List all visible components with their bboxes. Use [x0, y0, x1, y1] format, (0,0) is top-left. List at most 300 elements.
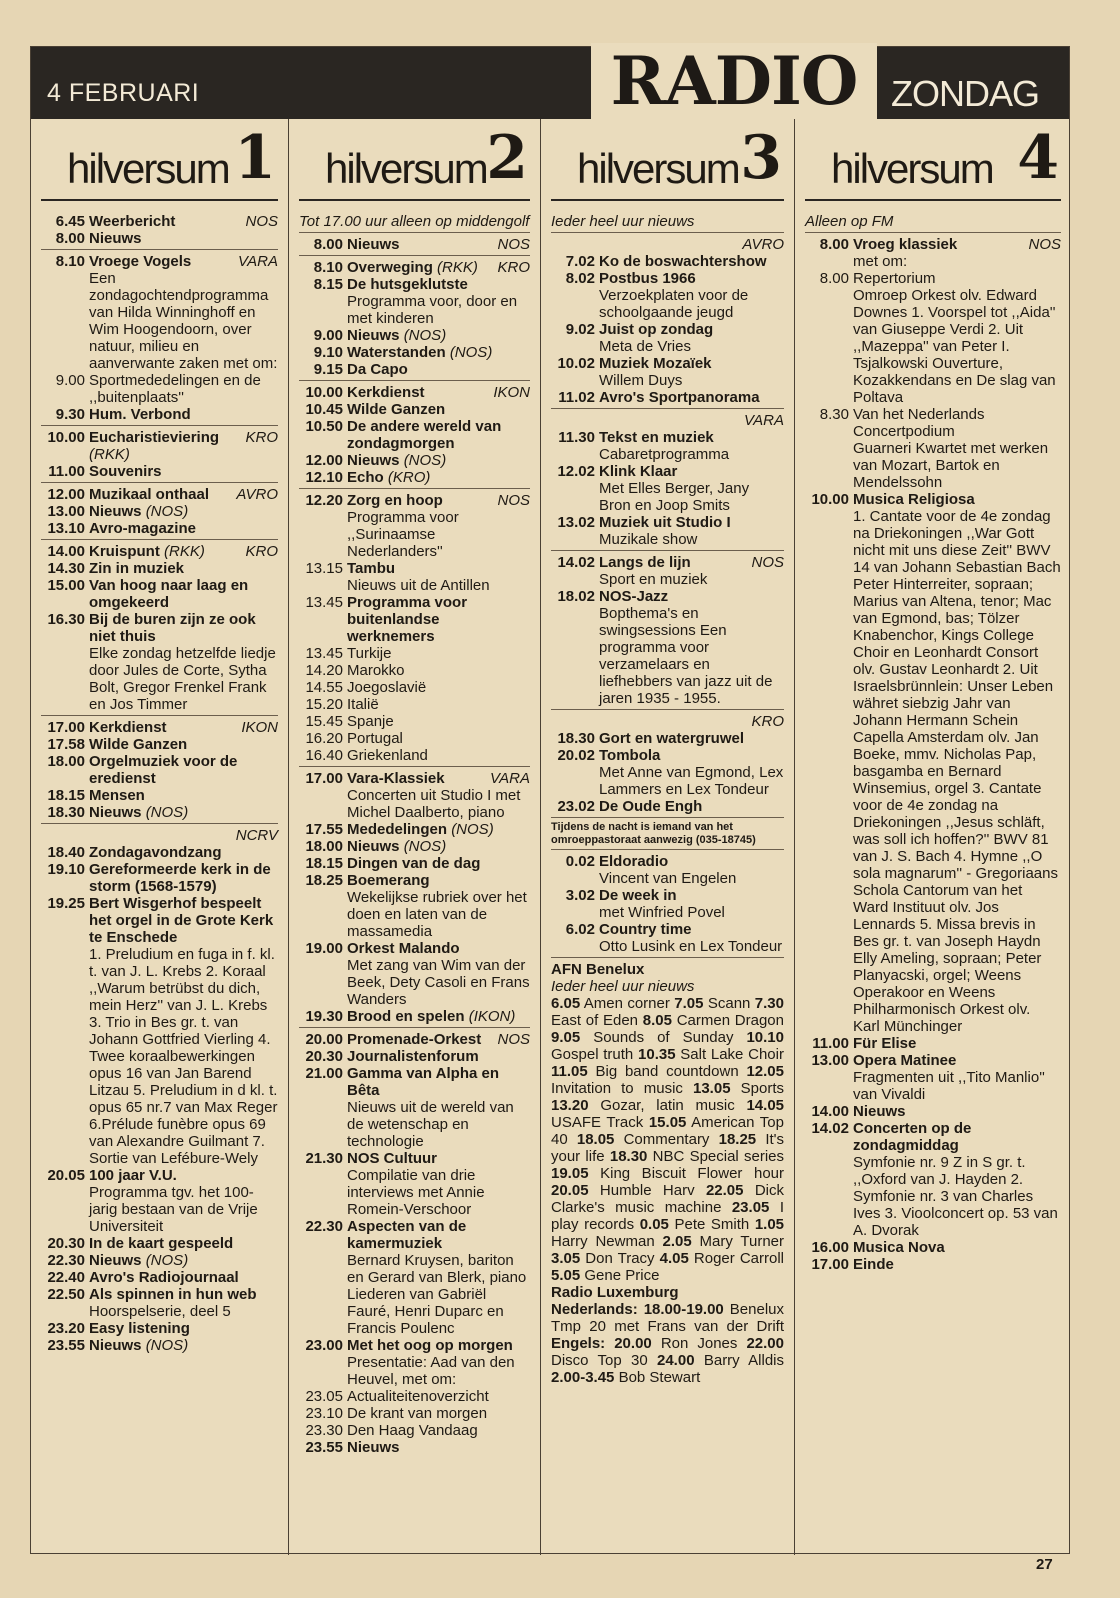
program-time: 17.00 — [811, 1256, 849, 1273]
program-title: De andere wereld van zondagmorgen — [347, 418, 502, 452]
program-body — [347, 1031, 530, 1048]
program-entry — [551, 270, 784, 321]
program-title: Gort en watergruwel — [599, 730, 745, 747]
program-time: 17.58 — [47, 736, 85, 753]
program-title: NOS Cultuur — [347, 1150, 437, 1167]
program-time: 23.00 — [305, 1337, 343, 1354]
program-time: 18.40 — [47, 844, 85, 861]
program-body — [853, 1239, 1061, 1256]
program-description: Bopthema's en swingsessions Een programma voor verzamelaars en liefhebbers van jazz uit de jaren 1935 - 1955. — [599, 605, 773, 707]
page-number: 27 — [1036, 1556, 1053, 1573]
program-title: De hutsgeklutste — [347, 276, 468, 293]
program-time: 23.55 — [47, 1337, 85, 1354]
program-body — [853, 1035, 1061, 1052]
program-title: Wilde Ganzen — [347, 401, 446, 418]
program-title: Programma voor buitenlandse werknemers — [347, 594, 468, 645]
program-entry — [299, 452, 530, 469]
program-title: Nieuws (NOS) — [89, 1252, 189, 1269]
program-entry — [299, 1008, 530, 1025]
program-time: 14.55 — [305, 679, 343, 696]
broadcaster-tag: NOS — [245, 213, 278, 230]
program-body — [347, 384, 530, 401]
program-time: 19.00 — [305, 940, 343, 957]
program-title: NOS Vroeg klassiek — [853, 236, 1061, 253]
afn-show: Amen corner — [583, 995, 670, 1012]
program-entry — [299, 344, 530, 361]
program-block — [551, 213, 784, 233]
afn-show: Carmen Dragon — [676, 1012, 784, 1029]
program-entry — [551, 921, 784, 955]
program-body — [599, 389, 784, 406]
program-entry — [805, 491, 1061, 1035]
program-description: Otto Lusink en Lex Tondeur — [599, 938, 783, 955]
program-origin: (NOS) — [145, 503, 189, 520]
program-title: Met het oog op morgen — [347, 1337, 513, 1354]
program-body — [347, 713, 530, 730]
program-entry — [41, 844, 278, 861]
program-time: 8.00 — [819, 270, 849, 287]
program-body — [599, 554, 784, 588]
program-title: Musica Nova — [853, 1239, 945, 1256]
program-body — [347, 361, 530, 378]
program-title: KRO Eucharistieviering (RKK) — [89, 429, 278, 463]
program-entry — [805, 1120, 1061, 1239]
program-time: 18.02 — [557, 588, 595, 605]
program-body — [347, 1422, 530, 1439]
program-entry — [299, 821, 530, 838]
program-body — [347, 236, 530, 253]
program-body — [89, 213, 278, 230]
afn-time: 7.30 — [754, 995, 784, 1012]
program-title: Nieuws (NOS) — [89, 1337, 189, 1354]
broadcaster-label: AVRO — [742, 236, 784, 253]
afn-time: 10.35 — [638, 1046, 676, 1063]
program-entry — [41, 406, 278, 423]
program-body — [599, 747, 784, 798]
program-body — [89, 406, 278, 423]
program-entry — [299, 418, 530, 452]
program-entry — [41, 1337, 278, 1354]
program-time: 13.45 — [305, 594, 343, 611]
program-entry — [299, 662, 530, 679]
program-title: Für Elise — [853, 1035, 917, 1052]
program-body — [347, 1218, 530, 1337]
program-entry — [41, 1252, 278, 1269]
program-description: Wekelijkse rubriek over het doen en laten van de massamedia — [347, 889, 527, 940]
program-time: 19.30 — [305, 1008, 343, 1025]
program-title: Zondagavondzang — [89, 844, 222, 861]
afn-time: 5.05 — [551, 1267, 581, 1284]
program-time: 22.50 — [47, 1286, 85, 1303]
program-body — [599, 355, 784, 389]
program-time: 21.30 — [305, 1150, 343, 1167]
program-description: Omroep Orkest olv. Edward Downes 1. Voorspel tot ,,Aida'' van Giuseppe Verdi 2. Uit ,,Mazeppa'' van Peter I. Tsjalkowski Ouverture, Kozakkendans en De slag van Poltava — [853, 287, 1056, 406]
program-block — [551, 961, 784, 1388]
program-description: Programma voor ,,Surinaamse Nederlanders'' — [347, 509, 459, 560]
program-entry — [299, 679, 530, 696]
block-small-note: Tijdens de nacht is iemand van het omroeppastoraat aanwezig (035-18745) — [551, 821, 756, 846]
program-title: Echo (KRO) — [347, 469, 431, 486]
broadcaster-tag: VARA — [237, 253, 278, 270]
program-body — [599, 321, 784, 355]
program-body — [89, 753, 278, 787]
program-origin: (RKK) — [164, 543, 205, 560]
program-block — [805, 236, 1061, 1275]
program-body — [347, 469, 530, 486]
program-body — [599, 798, 784, 815]
program-entry — [299, 1065, 530, 1150]
station-number: 2 — [486, 123, 528, 193]
station-header — [551, 119, 784, 201]
afn-time: 3.05 — [551, 1250, 581, 1267]
program-block — [41, 213, 278, 250]
program-entry — [805, 1052, 1061, 1103]
afn-show: Gospel truth — [551, 1046, 634, 1063]
program-entry — [299, 236, 530, 253]
program-description: 1. Cantate voor de 4e zondag na Driekoningen ,,War Gott nicht mit uns diese Zeit'' BWV 14 van Johann Sebastian Bach Peter Hinterreiter, sopraan; Marius van Altena, tenor; Mac van Egmond, bas; Tölzer Knabenchor, Kings College Choir en Leonhardt Consort olv. Gustav Leonhardt 2. Uit Israelsbrünnlein: Unser Leben währet siebzig Jahr van Johann Hermann Schein Capella Amsterdam olv. Jan Boeke, mmv. Nicholas Pap, basgamba en Bernard Winsemius, orgel 3. Cantate voor de 4e zondag na Driekoningen ,,Jesus schläft, was soll ich hoffen?'' BWV 81 van J. S. Bach 4. Hymne ,,O sola magnarum'' - Gregoriaans Schola Cantorum van het Ward Instituut olv. Jos Lennards 5. Missa brevis in Bes gr. t. van Joseph Haydn Elly Ameling, sopraan; Peter Planyacski, orgel; Weens Operakoor en Weens Philharmonisch Orkest olv. Karl Münchinger — [853, 508, 1061, 1035]
program-time: 8.30 — [819, 406, 849, 423]
program-body — [599, 270, 784, 321]
program-time: 12.10 — [305, 469, 343, 486]
program-title: Turkije — [347, 645, 392, 662]
program-description: Bernard Kruysen, bariton en Gerard van Blerk, piano Liederen van Gabriël Fauré, Henri Duparc en Francis Poulenc — [347, 1252, 527, 1337]
program-entry — [41, 213, 278, 230]
program-time: 23.30 — [305, 1422, 343, 1439]
program-body — [347, 940, 530, 1008]
program-body — [89, 429, 278, 463]
program-entry — [299, 276, 530, 327]
program-body — [89, 1252, 278, 1269]
program-body — [347, 770, 530, 821]
program-time: 8.10 — [55, 253, 85, 270]
program-list — [541, 201, 794, 1388]
program-entry — [805, 1256, 1061, 1273]
program-time: 8.00 — [55, 230, 85, 247]
program-time: 8.02 — [565, 270, 595, 287]
program-description: Symfonie nr. 9 Z in S gr. t. ,,Oxford van J. Hayden 2. Symfonie nr. 3 van Charles Ives 3. Vioolconcert op. 53 van A. Dvorak — [853, 1154, 1058, 1239]
afn-title: AFN Benelux — [551, 961, 645, 978]
program-description: Programma voor, door en met kinderen — [347, 293, 518, 327]
program-time: 6.45 — [55, 213, 85, 230]
program-block — [41, 543, 278, 716]
program-title: IKON Kerkdienst — [347, 384, 530, 401]
program-time: 0.02 — [565, 853, 595, 870]
program-block — [41, 827, 278, 1356]
program-body — [347, 872, 530, 940]
station-name: hilversum — [577, 145, 739, 192]
program-origin: (NOS) — [403, 327, 447, 344]
program-entry — [805, 236, 1061, 270]
day-label: ZONDAG — [891, 73, 1040, 114]
program-time: 8.15 — [313, 276, 343, 293]
program-block — [299, 492, 530, 767]
program-time: 10.02 — [557, 355, 595, 372]
program-entry — [551, 730, 784, 747]
program-time: 10.00 — [811, 491, 849, 508]
program-entry — [41, 560, 278, 577]
program-entry — [299, 1218, 530, 1337]
program-body — [853, 406, 1061, 491]
afn-show: Commentary — [623, 1131, 710, 1148]
program-title: Nieuws (NOS) — [347, 452, 447, 469]
program-origin: (NOS) — [449, 344, 493, 361]
afn-show: Gene Price — [584, 1267, 660, 1284]
afn-time: 8.05 — [642, 1012, 672, 1029]
afn-show: King Biscuit Flower hour — [600, 1165, 785, 1182]
program-origin: (NOS) — [403, 838, 447, 855]
program-title: Nieuws — [89, 230, 142, 247]
program-body — [599, 463, 784, 514]
program-body — [347, 821, 530, 838]
program-block — [551, 412, 784, 551]
luxemburg-show: Ron Jones — [660, 1335, 738, 1352]
program-entry — [41, 1286, 278, 1320]
afn-time: 18.05 — [576, 1131, 615, 1148]
program-title: Waterstanden (NOS) — [347, 344, 493, 361]
program-description: Presentatie: Aad van den Heuvel, met om: — [347, 1354, 515, 1388]
program-description: Cabaretprogramma — [599, 446, 730, 463]
program-time: 23.55 — [305, 1439, 343, 1456]
luxemburg-time: 22.00 — [746, 1335, 784, 1352]
afn-time: 13.05 — [693, 1080, 731, 1097]
program-list — [289, 201, 540, 1458]
program-body — [347, 560, 530, 594]
program-block — [551, 236, 784, 409]
program-title: De krant van morgen — [347, 1405, 488, 1422]
afn-show: Mary Turner — [699, 1233, 784, 1250]
program-title: Spanje — [347, 713, 394, 730]
program-title: Gamma van Alpha en Bêta — [347, 1065, 499, 1099]
afn-note: Ieder heel uur nieuws — [551, 978, 695, 995]
program-time: 14.00 — [811, 1103, 849, 1120]
program-time: 16.40 — [305, 747, 343, 764]
program-origin: (NOS) — [145, 1337, 189, 1354]
program-title: Easy listening — [89, 1320, 190, 1337]
program-title: Klink Klaar — [599, 463, 678, 480]
program-body — [89, 560, 278, 577]
program-block — [551, 853, 784, 958]
program-entry — [41, 1269, 278, 1286]
station-column-4 — [795, 119, 1071, 1555]
program-title: Avro's Radiojournaal — [89, 1269, 239, 1286]
program-description: 1. Preludium en fuga in f. kl. t. van J. L. Krebs 2. Koraal ,,Warum betrübst du dich, mein Herz'' van J. L. Krebs 3. Trio in Bes gr. t. van Johann Gottfried Vierling 4. Twee koraalbewerkingen opus 16 van Jan Barend Litzau 5. Preludium in d kl. t. opus 65 nr.7 van Max Reger 6.Prélude funèbre opus 69 van Alexandre Guilmant 7. Sortie van Lefébure-Wely — [89, 946, 278, 1167]
program-time: 18.15 — [47, 787, 85, 804]
program-title: Nieuws (NOS) — [89, 804, 189, 821]
program-block — [41, 486, 278, 540]
station-name: hilversum — [67, 145, 229, 192]
program-title: Den Haag Vandaag — [347, 1422, 478, 1439]
program-title: Ko de boswachtershow — [599, 253, 767, 270]
program-entry — [299, 1405, 530, 1422]
program-body — [89, 543, 278, 560]
program-description: Met Anne van Egmond, Lex Lammers en Lex Tondeur — [599, 764, 784, 798]
program-title: Nieuws (NOS) — [89, 503, 189, 520]
program-title: Boemerang — [347, 872, 430, 889]
afn-time: 23.05 — [731, 1199, 770, 1216]
program-time: 8.00 — [313, 236, 343, 253]
program-time: 23.20 — [47, 1320, 85, 1337]
program-title: Tekst en muziek — [599, 429, 714, 446]
afn-time: 22.05 — [705, 1182, 744, 1199]
station-name: hilversum — [831, 145, 993, 192]
program-time: 8.10 — [313, 259, 343, 276]
program-description: Fragmenten uit ,,Tito Manlio'' van Vivaldi — [853, 1069, 1045, 1103]
program-title: 100 jaar V.U. — [89, 1167, 177, 1184]
station-number: 1 — [234, 123, 276, 193]
afn-time: 2.05 — [662, 1233, 692, 1250]
program-time: 20.02 — [557, 747, 595, 764]
program-title: Tambu — [347, 560, 396, 577]
program-title: De week in — [599, 887, 677, 904]
program-title: Nieuws — [853, 1103, 906, 1120]
station-columns — [31, 119, 1069, 1555]
program-origin: (NOS) — [145, 1252, 189, 1269]
program-entry — [551, 429, 784, 463]
program-entry — [299, 1388, 530, 1405]
program-title: Italië — [347, 696, 379, 713]
program-title: Bij de buren zijn ze ook niet thuis — [89, 611, 256, 645]
program-body — [347, 1008, 530, 1025]
broadcaster-tag: VARA — [489, 770, 530, 787]
program-time: 13.45 — [305, 645, 343, 662]
program-body — [89, 611, 278, 713]
program-body — [89, 230, 278, 247]
program-title: Mededelingen (NOS) — [347, 821, 494, 838]
program-block — [551, 713, 784, 818]
program-title: Dingen van de dag — [347, 855, 481, 872]
afn-show: Gozar, latin music — [600, 1097, 735, 1114]
program-time: 9.02 — [565, 321, 595, 338]
broadcaster-tag: NOS — [497, 236, 530, 253]
program-time: 18.15 — [305, 855, 343, 872]
radio-guide-page — [30, 42, 1070, 1554]
program-entry — [41, 861, 278, 895]
program-title: Musica Religiosa — [853, 491, 975, 508]
broadcaster-tag: NOS — [497, 492, 530, 509]
program-time: 12.00 — [305, 452, 343, 469]
date-label: 4 FEBRUARI — [47, 79, 200, 107]
program-time: 20.00 — [305, 1031, 343, 1048]
program-body — [89, 1235, 278, 1252]
program-entry — [551, 588, 784, 707]
program-time: 13.00 — [47, 503, 85, 520]
program-entry — [551, 389, 784, 406]
program-entry — [299, 1439, 530, 1456]
program-title: Concerten op de zondagmiddag — [853, 1120, 972, 1154]
program-time: 20.30 — [47, 1235, 85, 1252]
program-time: 12.00 — [47, 486, 85, 503]
program-time: 19.25 — [47, 895, 85, 912]
program-time: 17.55 — [305, 821, 343, 838]
program-time: 15.45 — [305, 713, 343, 730]
program-entry — [299, 713, 530, 730]
program-time: 15.00 — [47, 577, 85, 594]
program-entry — [299, 492, 530, 560]
program-block — [805, 213, 1061, 233]
program-title: Van hoog naar laag en omgekeerd — [89, 577, 249, 611]
program-time: 16.30 — [47, 611, 85, 628]
program-description: Hoorspelserie, deel 5 — [89, 1303, 231, 1320]
program-origin: (RKK) — [89, 446, 130, 463]
program-body — [347, 1388, 530, 1405]
program-body — [599, 730, 784, 747]
program-block — [41, 719, 278, 824]
program-time: 23.10 — [305, 1405, 343, 1422]
program-entry — [551, 853, 784, 887]
program-entry — [299, 838, 530, 855]
program-body — [347, 327, 530, 344]
program-body — [89, 804, 278, 821]
program-time: 11.00 — [812, 1035, 849, 1052]
program-time: 13.10 — [47, 520, 85, 537]
program-title: Sportmededelingen en de ,,buitenplaats'' — [89, 372, 261, 406]
broadcaster-tag: KRO — [497, 259, 530, 276]
station-name: hilversum — [325, 145, 487, 192]
afn-show: Salt Lake Choir — [680, 1046, 784, 1063]
afn-show: Don Tracy — [585, 1250, 655, 1267]
program-title: Avro's Sportpanorama — [599, 389, 760, 406]
program-entry — [41, 1320, 278, 1337]
afn-show: Scann — [707, 995, 751, 1012]
program-time: 6.02 — [565, 921, 595, 938]
program-entry — [299, 1150, 530, 1218]
program-origin: (NOS) — [451, 821, 494, 838]
program-title: Nieuws (NOS) — [347, 838, 447, 855]
program-entry — [41, 611, 278, 713]
program-origin: (KRO) — [387, 469, 431, 486]
program-time: 13.15 — [305, 560, 343, 577]
program-title: Avro-magazine — [89, 520, 196, 537]
afn-show: Sounds of Sunday — [593, 1029, 734, 1046]
program-entry — [41, 486, 278, 503]
program-block — [299, 770, 530, 1028]
program-title: Postbus 1966 — [599, 270, 696, 287]
afn-show: NBC Special series — [652, 1148, 785, 1165]
program-body — [347, 259, 530, 276]
program-time: 11.02 — [558, 389, 595, 406]
program-entry — [805, 1239, 1061, 1256]
program-title: Muziek Mozaïek — [599, 355, 712, 372]
program-title: Orkest Malando — [347, 940, 460, 957]
program-body — [853, 270, 1061, 406]
program-title: Joegoslavië — [347, 679, 427, 696]
luxemburg-title: Radio Luxemburg — [551, 1284, 679, 1301]
program-description: Elke zondag hetzelfde liedje door Jules de Corte, Sytha Bolt, Gregor Frenkel Frank en Jos Timmer — [89, 645, 276, 713]
broadcaster-tag: KRO — [245, 543, 278, 560]
program-entry — [299, 1422, 530, 1439]
program-block — [299, 384, 530, 489]
program-description: Met Elles Berger, Jany Bron en Joop Smits — [599, 480, 750, 514]
program-entry — [299, 327, 530, 344]
program-entry — [299, 1031, 530, 1048]
program-description: met Winfried Povel — [599, 904, 725, 921]
program-entry — [41, 804, 278, 821]
broadcaster-tag: NOS — [751, 554, 784, 571]
program-body — [89, 463, 278, 480]
program-body — [347, 645, 530, 662]
program-body — [347, 838, 530, 855]
broadcaster-tag: AVRO — [236, 486, 278, 503]
program-time: 16.20 — [305, 730, 343, 747]
afn-show: East of Eden — [551, 1012, 639, 1029]
program-time: 17.00 — [47, 719, 85, 736]
program-entry — [551, 554, 784, 588]
program-entry — [299, 1337, 530, 1388]
afn-show: Roger Carroll — [693, 1250, 785, 1267]
program-title: Country time — [599, 921, 692, 938]
header-bar — [31, 42, 1069, 120]
program-body — [347, 401, 530, 418]
